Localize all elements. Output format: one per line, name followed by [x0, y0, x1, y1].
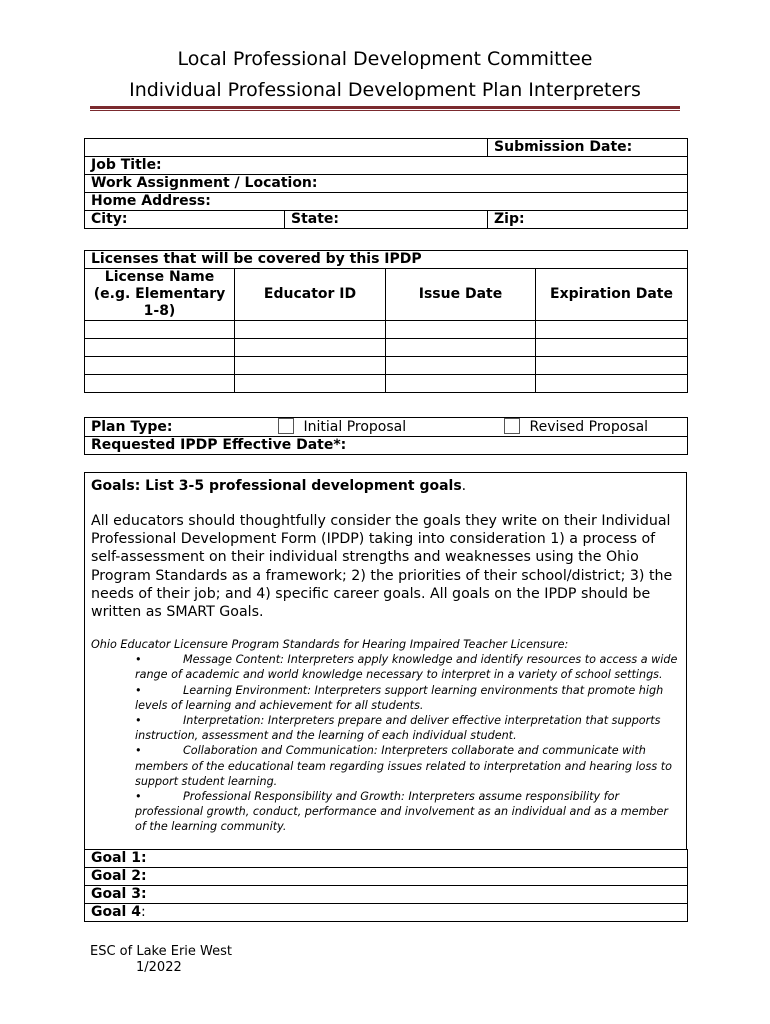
expiration-date-header: Expiration Date	[536, 269, 688, 321]
goals-table	[84, 849, 688, 922]
revised-proposal-option[interactable]	[498, 418, 688, 437]
list-item: • Interpretation: Interpreters prepare and deliver effective interpretation that supports instruction, assessment and the learning of each individual student.	[135, 714, 661, 743]
initial-proposal-option[interactable]	[272, 418, 498, 437]
submission-date-label: Submission Date:	[488, 139, 688, 157]
license-cell[interactable]	[235, 357, 386, 375]
license-cell[interactable]	[235, 375, 386, 393]
table-row	[85, 357, 688, 375]
committee-title: Local Professional Development Committee	[177, 48, 593, 70]
list-item: • Message Content: Interpreters apply knowledge and identify resources to access a wide range of academic and world knowledge necessary to interpret in a variety of school settings.	[135, 653, 678, 682]
goals-instructions: All educators should thoughtfully consider the goals they write on their Individual Professional Development Form (IPDP) taking into consideration 1) a process of self-assessment on their individual strengths and weaknesses using the Ohio Program Standards as a framework; 2) the priorities of their school/district; 3) the needs of their job; and 4) specific career goals. All goals on the IPDP should be written as SMART Goals.	[91, 513, 673, 621]
goal-4-field[interactable]: Goal 4:	[85, 904, 688, 922]
goals-section	[84, 472, 687, 850]
license-cell[interactable]	[85, 357, 235, 375]
license-cell[interactable]	[536, 339, 688, 357]
license-cell[interactable]	[85, 375, 235, 393]
goal-1-field[interactable]: Goal 1:	[85, 850, 688, 868]
educator-id-header: Educator ID	[235, 269, 386, 321]
revised-proposal-label: Revised Proposal	[529, 419, 649, 435]
footer-org: ESC of Lake Erie West	[90, 944, 233, 959]
license-cell[interactable]	[536, 357, 688, 375]
license-cell[interactable]	[85, 321, 235, 339]
table-row	[85, 339, 688, 357]
license-cell[interactable]	[386, 339, 536, 357]
initial-proposal-checkbox[interactable]	[278, 418, 294, 434]
license-cell[interactable]	[536, 321, 688, 339]
name-field[interactable]	[85, 139, 488, 157]
footer	[90, 944, 232, 976]
zip-label: Zip:	[488, 211, 688, 229]
plan-table	[84, 417, 688, 455]
standards-list	[91, 652, 680, 834]
goal-2-field[interactable]: Goal 2:	[85, 868, 688, 886]
list-item: • Professional Responsibility and Growth: Interpreters assume responsibility for professional growth, conduct, performance and involvement as an individual and as a member of the learning community.	[135, 790, 669, 834]
license-cell[interactable]	[386, 375, 536, 393]
table-row	[85, 321, 688, 339]
goal-3-field[interactable]: Goal 3:	[85, 886, 688, 904]
license-cell[interactable]	[386, 357, 536, 375]
job-title-label: Job Title:	[85, 157, 688, 175]
footer-date: 1/2022	[136, 960, 182, 975]
goals-title: Goals: List 3-5 professional development goals.	[91, 478, 467, 494]
state-label: State:	[285, 211, 488, 229]
table-row	[85, 375, 688, 393]
license-name-header: License Name (e.g. Elementary 1-8)	[85, 269, 235, 321]
home-address-label: Home Address:	[85, 193, 688, 211]
header-rule-thin	[90, 110, 680, 111]
license-cell[interactable]	[536, 375, 688, 393]
issue-date-header: Issue Date	[386, 269, 536, 321]
license-cell[interactable]	[386, 321, 536, 339]
license-cell[interactable]	[85, 339, 235, 357]
licenses-table	[84, 250, 688, 393]
info-table	[84, 138, 688, 229]
header-rule	[90, 106, 680, 109]
effective-date-label: Requested IPDP Effective Date*:	[85, 437, 688, 455]
initial-proposal-label: Initial Proposal	[303, 419, 407, 435]
licenses-heading: Licenses that will be covered by this IPDP	[85, 251, 688, 269]
revised-proposal-checkbox[interactable]	[504, 418, 520, 434]
work-assignment-label: Work Assignment / Location:	[85, 175, 688, 193]
standards-title: Ohio Educator Licensure Program Standards for Hearing Impaired Teacher Licensure:	[91, 638, 569, 652]
list-item: • Learning Environment: Interpreters support learning environments that promote high levels of learning and achievement for all students.	[135, 683, 664, 712]
document-header	[0, 44, 770, 106]
plan-type-label: Plan Type:	[85, 418, 272, 437]
plan-title: Individual Professional Development Plan Interpreters	[129, 79, 641, 101]
list-item: • Collaboration and Communication: Interpreters collaborate and communicate with members of the educational team regarding issues related to interpretation and hearing loss to support student learning.	[135, 744, 672, 788]
license-cell[interactable]	[235, 321, 386, 339]
city-label: City:	[85, 211, 285, 229]
license-cell[interactable]	[235, 339, 386, 357]
